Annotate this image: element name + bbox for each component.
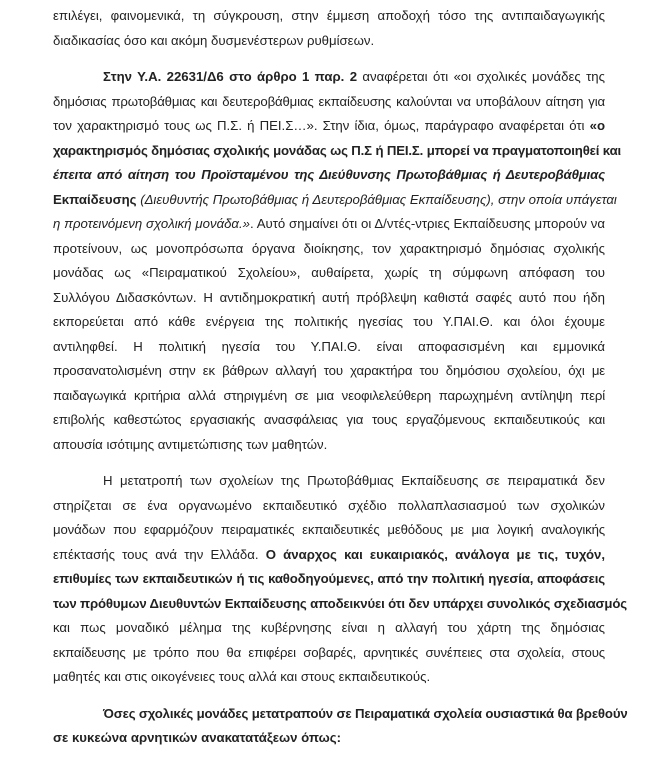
bold-text-segment: Ο άναρχος και ευκαιριακός, ανάλογα με τις, τυχόν, <box>265 546 606 562</box>
bold-text-line: σε κυκεώνα αρνητικών ανακατατάξεων όπως: <box>53 730 341 745</box>
text-line: διαδικασίας όσο και ακόμη δυσμενέστερων ρυθμίσεων. <box>53 32 375 48</box>
bold-quote-start: «ο <box>589 118 605 133</box>
text-line: εκπορεύεται από κάθε ενέργεια της πολιτικής ηγεσίας του Υ.ΠΑΙ.Θ. και όλοι έχουμε <box>53 314 605 329</box>
text-line: επιβολής καθεστώτος εργασιακής ανασφάλειας για τους εργαζόμενους εκπαιδευτικούς και <box>53 412 605 427</box>
text-line: Η μετατροπή των σχολείων της Πρωτοβάθμιας Εκπαίδευσης σε πειραματικά δεν <box>103 473 605 488</box>
text-line <box>53 65 605 90</box>
paragraph-consequences-intro <box>53 702 628 751</box>
paragraph-continuation <box>53 4 605 53</box>
document-page <box>53 4 628 763</box>
text-line: Συλλόγου Διδασκόντων. Η αντιδημοκρατική αυτή πρόβλεψη καθιστά σαφές αυτό που ήδη <box>53 289 605 305</box>
text-segment: επέκτασής τους ανά την Ελλάδα. <box>53 546 266 562</box>
italic-text-segment: η προτεινόμενη σχολική μονάδα.» <box>53 216 250 231</box>
text-line <box>53 543 605 568</box>
text-segment: αναφέρεται ότι «οι σχολικές μονάδες της <box>357 69 605 84</box>
text-line: δημόσιας πρωτοβάθμιας και δευτεροβάθμιας εκπαίδευσης καλούνται να υποβάλουν αίτηση για <box>53 93 605 109</box>
paragraph-ya-reference <box>53 65 622 457</box>
text-line: προσανατολισμένη στην εκ βάθρων αλλαγή του χαρακτήρα του δημόσιου σχολείου, όχι με <box>53 363 605 378</box>
text-line: παιδαγωγικά κριτήρια αλλά στηριγμένη σε μια νεοφιλελεύθερη παρωχημένη αντίληψη περί <box>53 387 605 403</box>
italic-text-segment: (Διευθυντής Πρωτοβάθμιας ή Δευτεροβάθμιας Εκπαίδευσης), στην οποία υπάγεται <box>136 191 617 207</box>
text-line: απουσία ισότιμης αντιμετώπισης των μαθητών. <box>53 436 328 452</box>
bold-text-line: επιθυμίες των εκπαιδευτικών ή τις καθοδηγούμενες, από την πολιτική ηγεσία, αποφάσεις <box>53 571 605 586</box>
text-line: μονάδας ως «Πειραματικού Σχολείου», αυθαίρετα, χωρίς τη σύμφωνη απόφαση του <box>53 265 605 280</box>
bold-text-line: των πρόθυμων Διευθυντών Εκπαίδευσης αποδεικνύει ότι δεν υπάρχει συνολικός σχεδιασμός <box>53 595 627 611</box>
bold-text-line: χαρακτηρισμός δημόσιας σχολικής μονάδας ως Π.Σ ή ΠΕΙ.Σ. μπορεί να πραγματοποιηθεί και <box>53 142 622 158</box>
bold-reference: Στην Υ.Α. 22631/Δ6 στο άρθρο 1 παρ. 2 <box>103 69 358 84</box>
text-line: στηρίζεται σε ένα οργανωμένο εκπαιδευτικό σχέδιο πολλαπλασιασμού των σχολικών <box>53 497 605 513</box>
bold-italic-text-line: έπειτα από αίτηση του Προϊσταμένου της Διεύθυνσης Πρωτοβάθμιας ή Δευτεροβάθμιας <box>53 167 605 182</box>
text-line <box>53 114 605 139</box>
text-line <box>53 188 617 213</box>
text-line: εκπαίδευσης με τρόπο που θα επιφέρει σοβαρές, αρνητικές συνέπειες στα σχολεία, στους <box>53 644 605 660</box>
text-line: μαθητές και στις οικογένειες τους αλλά και στους εκπαιδευτικούς. <box>53 669 431 684</box>
text-line: και πως μοναδικό μέλημα της κυβέρνησης είναι η αλλαγή του χάρτη της δημόσιας <box>53 620 605 635</box>
text-line <box>53 212 605 237</box>
text-line: αντιληφθεί. Η πολιτική ηγεσία του Υ.ΠΑΙ.Θ. είναι αποφασισμένη και εμμονικά <box>53 338 605 354</box>
text-line: επιλέγει, φαινομενικά, τη σύγκρουση, στην έμμεση αποδοχή τόσο της αντιπαιδαγωγικής <box>53 8 605 23</box>
bold-text-segment: Εκπαίδευσης <box>53 191 137 207</box>
text-segment: . Αυτό σημαίνει ότι οι Δ/ντές-ντριες Εκπαίδευσης μπορούν να <box>249 216 605 231</box>
bold-text-line: Όσες σχολικές μονάδες μετατραπούν σε Πειραματικά σχολεία ουσιαστικά θα βρεθούν <box>103 705 628 721</box>
text-segment: τον χαρακτηρισμό τους ως Π.Σ. ή ΠΕΙ.Σ…». Στην ίδια, όμως, παράγραφο αναφέρεται ότι <box>53 118 590 133</box>
text-line: μονάδων που εφαρμόζουν πειραματικές εκπαιδευτικές μεθόδους με μια λογική αναλογικής <box>53 522 605 537</box>
paragraph-conversion <box>53 469 627 690</box>
text-line: προτείνουν, ως μονοπρόσωπα όργανα διοίκησης, τον χαρακτηρισμό δημόσιας σχολικής <box>53 240 605 256</box>
